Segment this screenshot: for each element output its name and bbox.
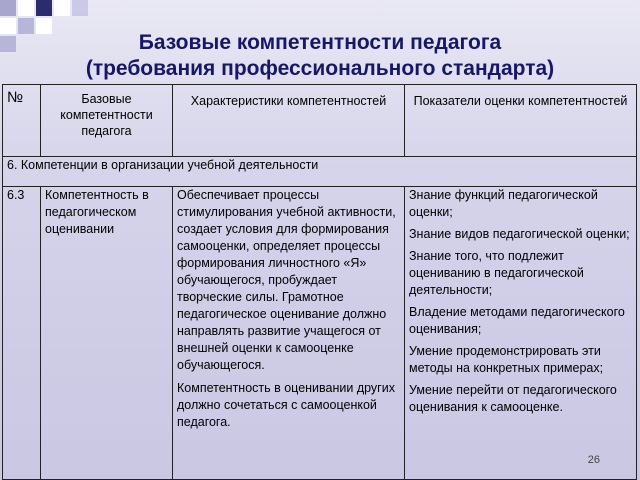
list-item: Умение продемонстрировать эти методы на конкретных примерах; bbox=[409, 344, 604, 375]
header-number: № bbox=[3, 85, 41, 157]
characteristics-paragraph: Обеспечивает процессы стимулирования учебной активности, создает условия для формирования самооценки, определяет процессы формирования личностного «Я» обучающегося, пробуждает творческие силы. Грамотное педагогическое оценивание должно направлять развитие учащегося от внешней оценки к самооценке обучающегося. bbox=[177, 188, 396, 372]
row-competence: Компетентность в педагогическом оценивании bbox=[41, 187, 173, 480]
slide-title bbox=[0, 30, 640, 82]
row-number: 6.3 bbox=[3, 187, 41, 480]
table-section-row bbox=[3, 157, 637, 187]
section-title: 6. Компетенции в организации учебной деятельности bbox=[3, 157, 637, 187]
header-characteristics: Характеристики компетентностей bbox=[173, 85, 405, 157]
list-item: Знание того, что подлежит оцениванию в педагогической деятельности; bbox=[409, 249, 584, 297]
page-number: 26 bbox=[587, 454, 600, 466]
title-line-2: (требования профессионального стандарта) bbox=[85, 57, 555, 80]
table-header-row bbox=[3, 85, 637, 157]
table-row bbox=[3, 187, 637, 480]
competence-table bbox=[2, 84, 637, 480]
header-competence: Базовые компетентности педагога bbox=[41, 85, 173, 157]
characteristics-paragraph: Компетентность в оценивании других должно сочетаться с самооценкой педагога. bbox=[177, 381, 395, 429]
list-item: Знание функций педагогической оценки; bbox=[409, 188, 598, 219]
indicators-list bbox=[409, 187, 632, 416]
header-indicators: Показатели оценки компетентностей bbox=[405, 85, 637, 157]
list-item: Умение перейти от педагогического оценивания к самооценке. bbox=[409, 383, 617, 414]
list-item: Владение методами педагогического оценивания; bbox=[409, 305, 625, 336]
row-characteristics bbox=[173, 187, 405, 480]
title-line-1: Базовые компетентности педагога bbox=[138, 31, 502, 54]
list-item: Знание видов педагогической оценки; bbox=[409, 227, 630, 241]
row-indicators bbox=[405, 187, 637, 480]
